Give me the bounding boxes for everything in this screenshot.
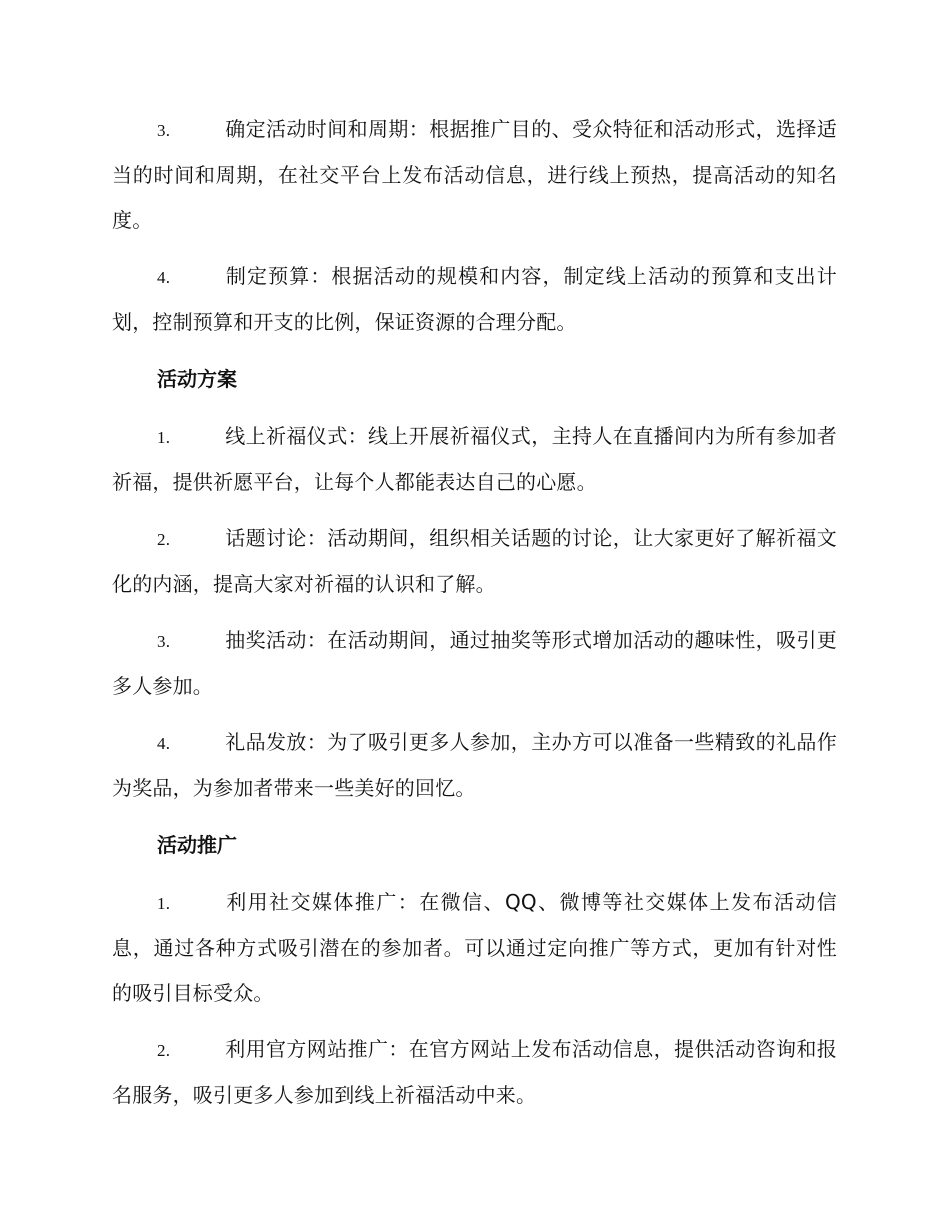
item-number: 1. — [157, 894, 171, 913]
section-heading: 活动推广 — [157, 833, 237, 857]
item-number: 3. — [157, 121, 171, 140]
list-item — [112, 107, 837, 243]
section-2-item-3 — [112, 618, 837, 709]
item-text: 礼品发放：为了吸引更多人参加，主办方可以准备一些精致的礼品作为奖品，为参加者带来一些美好的回忆。 — [112, 730, 837, 800]
section-2-item-2 — [112, 516, 837, 607]
list-item — [112, 1027, 837, 1118]
item-text: 话题讨论：活动期间，组织相关话题的讨论，让大家更好了解祈福文化的内涵，提高大家对祈福的认识和了解。 — [112, 526, 837, 596]
item-number: 2. — [157, 1041, 171, 1060]
item-number: 1. — [157, 428, 171, 447]
item-text: 线上祈福仪式：线上开展祈福仪式，主持人在直播间内为所有参加者祈福，提供祈愿平台，让每个人都能表达自己的心愿。 — [112, 424, 837, 494]
list-item — [112, 516, 837, 607]
section-1-b — [112, 254, 837, 345]
section-1 — [112, 107, 837, 243]
section-2-item-1 — [112, 414, 837, 505]
item-number: 4. — [157, 734, 171, 753]
item-number: 3. — [157, 632, 171, 651]
list-item — [112, 414, 837, 505]
item-text: 利用官方网站推广：在官方网站上发布活动信息，提供活动咨询和报名服务，吸引更多人参加到线上祈福活动中来。 — [112, 1037, 837, 1107]
section-3-item-2 — [112, 1027, 837, 1118]
section-heading: 活动方案 — [157, 367, 237, 391]
item-text: 制定预算：根据活动的规模和内容，制定线上活动的预算和支出计划，控制预算和开支的比例，保证资源的合理分配。 — [112, 264, 837, 334]
item-text: 确定活动时间和周期：根据推广目的、受众特征和活动形式，选择适当的时间和周期，在社交平台上发布活动信息，进行线上预热，提高活动的知名度。 — [112, 117, 837, 232]
section-2-item-4 — [112, 720, 837, 811]
item-text: 抽奖活动：在活动期间，通过抽奖等形式增加活动的趣味性，吸引更多人参加。 — [112, 628, 837, 698]
item-number: 2. — [157, 530, 171, 549]
list-item — [112, 254, 837, 345]
list-item — [112, 720, 837, 811]
section-3-item-1 — [112, 880, 837, 1016]
item-text: 利用社交媒体推广：在微信、QQ、微博等社交媒体上发布活动信息，通过各种方式吸引潜在的参加者。可以通过定向推广等方式，更加有针对性的吸引目标受众。 — [112, 890, 837, 1005]
list-item — [112, 618, 837, 709]
list-item — [112, 880, 837, 1016]
item-number: 4. — [157, 268, 171, 287]
